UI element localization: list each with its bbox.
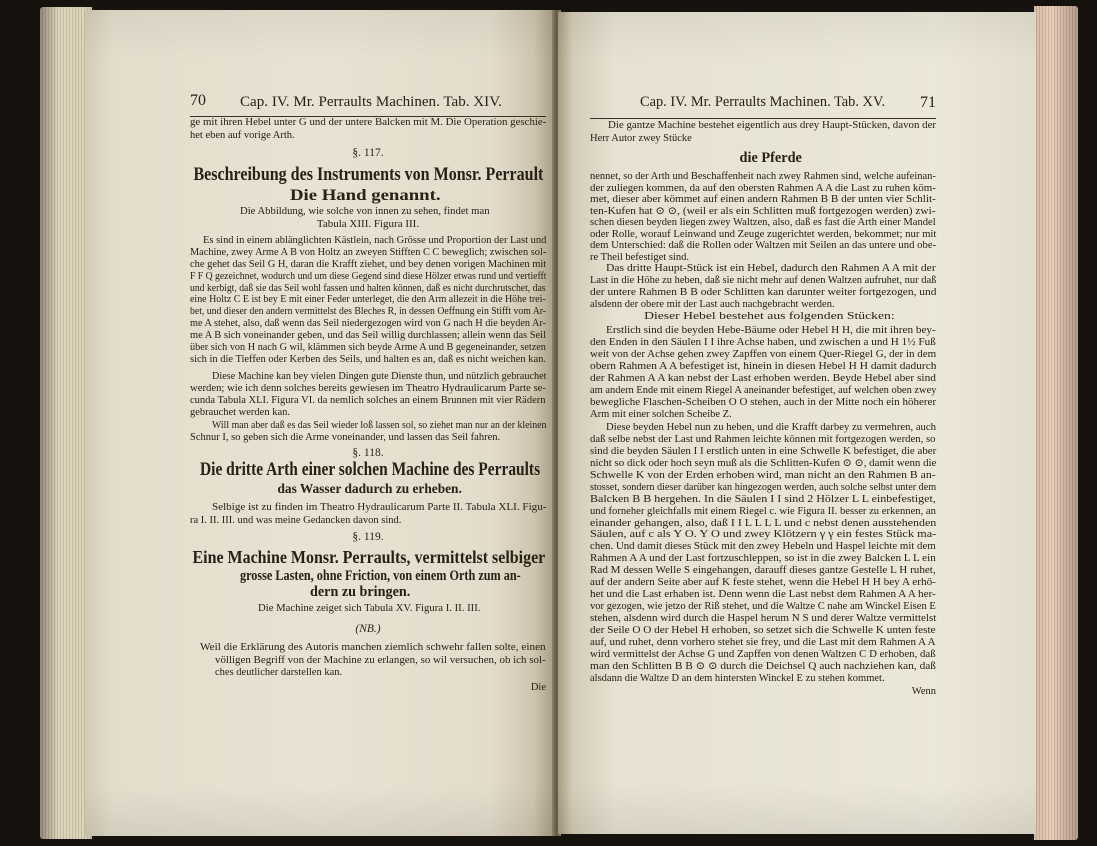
text-line <box>590 397 936 409</box>
text-line-content: ge mit ihren Hebel unter G und der untere Balcken mit M. Die Operation geschie- <box>190 117 547 128</box>
text-line <box>190 395 546 407</box>
text-line-content: che gehet das Seil G H, daran die Krafft ziehet, und bey denen vorigen Machinen mit <box>190 258 547 270</box>
text-line-content: alsdenn der obere mit der Last auch nachgebracht werden. <box>590 299 835 310</box>
left-page <box>85 10 557 836</box>
text-line-content: und forneher gleichfalls mit einem Riegel c. wie Figura II. besser zu erkennen, an <box>590 505 936 517</box>
text-line <box>258 602 480 615</box>
intro-paragraph <box>590 120 936 145</box>
text-line <box>190 283 546 295</box>
text-line <box>590 637 936 649</box>
text-line-content: ches deutlicher darstellen kan. <box>215 667 343 678</box>
text-line-content: wird vermittelst der Achse G und Zapffen von denen Waltzen C D erhoben, daß <box>590 648 936 660</box>
text-line <box>590 120 936 133</box>
text-line-content: bet, und dieser den andern vermittelst des Bleches R, in dessen Oeffnung ein Stifft vom Ar- <box>190 306 547 318</box>
text-line <box>590 263 936 275</box>
text-line <box>190 318 546 330</box>
text-line-content: het eben auf vorige Arth. <box>190 129 295 141</box>
text-line <box>590 337 936 349</box>
text-line-content: Rahmen A A und der Last fortzuschleppen, so ist in die zwey Balcken L L ein <box>590 553 936 565</box>
section-number <box>190 146 546 160</box>
text-line <box>590 673 936 685</box>
text-line <box>590 94 936 112</box>
text-line <box>190 655 546 668</box>
text-line <box>190 247 546 259</box>
section-title <box>193 163 543 186</box>
text-line <box>190 259 546 271</box>
text-line-content: stosset, sondern dieser darüber kan hingezogen werden, auch solche selbst unter dem <box>590 481 937 493</box>
text-line <box>590 275 936 287</box>
text-line <box>590 518 936 530</box>
text-line <box>590 458 936 470</box>
text-line <box>590 529 936 541</box>
text-line-content: werden; wie ich denn solches bereits gewiesen im Theatro Hydraulicarum Parte se- <box>190 383 546 394</box>
section-title <box>192 546 545 568</box>
figure-reference <box>258 602 480 615</box>
text-line-content: Die gantze Machine bestehet eigentlich aus drey Haupt-Stücken, davon der <box>608 120 937 131</box>
text-line-content: 70 <box>190 92 206 109</box>
text-line <box>590 613 936 625</box>
text-line <box>740 149 802 167</box>
text-line <box>590 206 936 218</box>
text-line-content: Die Abbildung, wie solche von innen zu sehen, findet man <box>240 205 490 217</box>
text-line <box>190 622 546 636</box>
text-line <box>193 163 543 186</box>
section-number <box>190 530 546 544</box>
text-line <box>190 642 546 655</box>
text-line <box>190 146 546 160</box>
text-line-content: §. 118. <box>352 447 384 459</box>
text-line <box>240 94 502 111</box>
text-line <box>190 354 546 366</box>
paragraph <box>590 263 936 311</box>
paragraph <box>190 235 546 366</box>
text-line-content: völligen Begriff von der Machine zu erlangen, so wil versuchen, ob ich sol- <box>215 654 546 666</box>
text-line-content: daß selbe nebst der Last und Rahmen leichte können mit fortgezogen werden, so <box>590 433 936 445</box>
text-line <box>192 546 545 568</box>
text-line-content: chen. Und damit dieses Stück mit den zwey Hebeln und Haspel leichte mit dem <box>590 541 936 553</box>
text-line <box>590 373 936 385</box>
text-line-content: met, dieser aber kömmet auf einen andern Rahmen B B der unten vier Schlit- <box>590 194 936 205</box>
text-line <box>590 470 936 482</box>
text-line <box>590 434 936 446</box>
text-line <box>590 565 936 577</box>
figure-reference <box>190 218 546 231</box>
text-line <box>590 577 936 589</box>
text-line-content: Weil die Erklärung des Autoris manchen ziemlich schwehr fallen solte, einen <box>200 642 546 653</box>
text-line <box>590 661 936 673</box>
text-line-content: Das dritte Haupt-Stück ist ein Hebel, dadurch den Rahmen A A mit der <box>606 263 936 274</box>
text-line-content: der Seile O O der Hebel H erhoben, so setzet sich die Schwelle K unten feste <box>590 624 936 636</box>
paragraph <box>590 325 936 421</box>
paragraph <box>190 371 546 419</box>
text-line <box>190 383 546 395</box>
text-line <box>590 252 936 264</box>
text-line <box>190 371 546 383</box>
text-line <box>590 183 936 195</box>
text-line <box>590 229 936 241</box>
text-line-content: Last in die Höhe zu heben, daß sie nicht mehr auf denen Waltzen aufruhet, nur daß <box>590 275 937 286</box>
text-line-content: ra I. II. III. und was meine Gedancken davon sind. <box>190 514 402 526</box>
text-line-content: het und die Last erhaben ist. Denn wenn die Last nebst dem Rahmen A A her- <box>590 589 936 601</box>
text-line <box>190 515 546 528</box>
intro-paragraph <box>190 117 546 142</box>
text-line <box>590 625 936 637</box>
text-line-content: Selbige ist zu finden im Theatro Hydraulicarum Parte II. Tabula XLI. Figu- <box>212 502 547 513</box>
text-line <box>190 667 546 680</box>
text-line-content: cunda Tabula XLI. Figura VI. da nemlich solches an einem Brunnen mit vier Rädern <box>190 395 546 406</box>
right-page <box>558 12 1036 834</box>
header-rule <box>590 118 936 119</box>
text-line <box>190 432 546 444</box>
section-subtitle <box>278 481 462 499</box>
text-line-content: dern zu bringen. <box>309 584 411 600</box>
text-line-content: Dieser Hebel bestehet aus folgenden Stücken: <box>643 311 895 322</box>
text-line <box>590 649 936 661</box>
running-head <box>240 94 502 111</box>
text-line-content: Es sind in einem ablänglichten Kästlein, nach Grösse und Proportion der Last und <box>203 235 547 246</box>
text-line <box>590 553 936 565</box>
text-line <box>190 218 546 231</box>
text-line <box>190 530 546 544</box>
text-line-content: dem Unterschied: daß die Rollen oder Waltzen mit Seilen an das untere und obe- <box>590 240 937 251</box>
text-line <box>190 294 546 306</box>
text-line <box>190 117 546 130</box>
text-line-content: ten-Kufen hat ⊙ ⊙, (weil er als ein Schlitten muß fortgezogen werden) zwi- <box>590 205 936 217</box>
figure-reference <box>240 205 490 218</box>
text-line-content: die Pferde <box>739 150 803 166</box>
text-line-content: Will man aber daß es das Seil wieder loß lassen sol, so ziehet man nur an der kleinen <box>212 420 547 431</box>
text-line-content: der untere Rahmen B B oder Schlitten kan darunter weiter fortgezogen, und <box>590 287 937 298</box>
text-line <box>190 130 546 143</box>
text-line-content: weit von der Achse gehen zwey Zapffen von einem Quer-Riegel G, der in dem <box>590 349 937 360</box>
text-line <box>590 133 936 146</box>
text-line-content: sind die beyden Säulen I I erstlich unten in eine Schwelle K befestiget, die aber <box>590 445 937 457</box>
text-line-content: der zuliegen kommen, da auf den obersten Rahmen A A die Last zu ruhen köm- <box>590 182 936 194</box>
text-line <box>590 409 936 421</box>
text-line-content: Die Hand genannt. <box>289 187 441 204</box>
text-line <box>640 311 898 323</box>
text-line <box>590 385 936 397</box>
text-line-content: grosse Lasten, ohne Friction, von einem Orth zum an- <box>240 568 521 584</box>
text-line-content: Erstlich sind die beyden Hebe-Bäume oder Hebel H H, die mit ihren bey- <box>606 325 936 336</box>
text-line-content: Die Machine zeiget sich Tabula XV. Figura I. II. III. <box>257 603 481 614</box>
text-line <box>190 420 546 432</box>
text-line-content: Cap. IV. Mr. Perraults Machinen. Tab. XIV. <box>240 94 502 110</box>
text-line-content: nicht so dick oder hoch seyn muß als die Schlitten-Kufen ⊙ ⊙, damit wenn die <box>590 457 937 469</box>
text-line-content: auf, und ruhet, denn vorhero stehet sie frey, und die Last mit dem Rahmen A A <box>590 636 936 648</box>
text-line-content: alsdann die Waltze D an dem hintersten Winckel E zu stehen kommet. <box>590 672 885 684</box>
text-line-content: Arm mit einer solchen Scheibe Z. <box>590 409 732 420</box>
text-line-content: Diese Machine kan bey vielen Dingen gute Dienste thun, und nützlich gebrauchet <box>212 371 547 382</box>
text-line <box>590 482 936 494</box>
text-line-content: vor gezogen, wie jetzo der Riß stehet, und die Waltze C nahe am Winckel Eisen E <box>590 601 936 613</box>
subheading <box>740 149 802 167</box>
text-line <box>190 330 546 342</box>
text-line-content: Säulen, auf c als Y O. Y O und zwey Klötzern γ γ ein festes Stück ma- <box>590 529 937 541</box>
text-line-content: 71 <box>920 94 936 111</box>
paragraph <box>190 420 546 444</box>
text-line <box>590 194 936 206</box>
text-line-content: Eine Machine Monsr. Perraults, vermittelst selbiger <box>192 547 545 567</box>
text-line <box>200 458 540 481</box>
text-line <box>190 235 546 247</box>
text-line-content: Herr Autor zwey Stücke <box>590 132 692 144</box>
text-line-content: Beschreibung des Instruments von Monsr. Perrault <box>193 164 543 185</box>
paragraph <box>590 171 936 263</box>
text-line <box>590 299 936 311</box>
text-line-content: stehen, alsdenn wird durch die Haspel herum N S und derer Waltze vermittelst <box>590 613 937 624</box>
text-line <box>290 186 440 205</box>
note-mark <box>190 622 546 636</box>
text-line-content: (NB.) <box>355 623 381 635</box>
text-line-content: Balcken B B hergehen. In die Säulen I I sind 2 Hölzer L L einbefestiget, <box>590 493 936 505</box>
text-line-content: und kerbigt, daß sie das Seil wohl fassen und halten können, daß es nicht durchrutschet, das <box>190 282 546 294</box>
text-line <box>190 92 230 110</box>
text-line <box>590 601 936 613</box>
text-line-content: me A stehet, also, daß wenn das Seil niedergezogen wird von G nach H die beyden Ar- <box>190 318 547 330</box>
list-intro <box>640 311 898 323</box>
paragraph <box>590 422 936 685</box>
page-number <box>590 94 936 112</box>
section-title <box>200 458 540 481</box>
text-line <box>590 494 936 506</box>
text-line <box>590 541 936 553</box>
text-line <box>590 422 936 434</box>
text-line <box>190 306 546 318</box>
text-line <box>590 240 936 252</box>
text-line-content: Die dritte Arth einer solchen Machine des Perraults <box>199 459 541 480</box>
text-line <box>590 589 936 601</box>
text-line-content: Schwelle K von der Erden erhoben wird, man nicht an den Rahmen B an- <box>590 469 936 481</box>
text-line-content: man den Schlitten B B ⊙ ⊙ durch die Deichsel Q auch nachziehen kan, daß <box>590 660 936 672</box>
text-line <box>190 407 546 419</box>
page-number <box>190 92 230 110</box>
text-line-content: oder Rolle, worauf Leinwand und Zeuge zugerichtet werden, bekommet; nur mit <box>590 228 937 240</box>
text-line <box>590 217 936 229</box>
text-line-content: den Enden in den Säulen I I ihre Achse haben, und zwischen a und H 1½ Fuß <box>590 337 936 348</box>
text-line-content: eine Holtz C E ist bey E mit einer Feder unterleget, die den Arm allezeit in die Höhe trei- <box>190 294 546 306</box>
text-line-content: gebrauchet werden kan. <box>190 407 290 418</box>
paragraph <box>190 502 546 527</box>
text-line <box>590 506 936 518</box>
text-line <box>278 481 462 499</box>
text-line-content: der Rahmen A A kan nebst der Last erhoben werden. Beyde Hebel aber sind <box>590 373 936 384</box>
text-line-content: Schnur I, so geben sich die Arme voneinander, und lassen das Seil fahren. <box>190 432 501 443</box>
text-line-content: Machine, zwey Arme A B von Holtz an zweyen Stifften C C beweglich; zwischen sol- <box>190 246 547 258</box>
text-line-content: einander gehangen, also, daß I I L L L L und c nebst denen ausstehenden <box>590 517 937 529</box>
section-title <box>310 583 410 602</box>
text-line-content: Die <box>530 682 546 693</box>
text-line-content: über sich von H nach G wil, klämmen sich beyde Arme A und B gegeneinander, setzen <box>190 342 546 354</box>
text-line <box>190 342 546 354</box>
section-subtitle <box>290 186 440 205</box>
text-line-content: das Wasser dadurch zu erheben. <box>277 482 463 497</box>
right-page-edges <box>1034 6 1078 840</box>
text-line <box>190 502 546 515</box>
text-line <box>310 583 410 602</box>
text-line <box>190 271 546 283</box>
text-line-content: re Theil befestiget sind. <box>590 251 689 263</box>
text-line <box>590 325 936 337</box>
text-line <box>240 205 490 218</box>
text-line <box>590 349 936 361</box>
text-line-content: Tabula XIII. Figura III. <box>316 218 420 230</box>
text-line <box>590 361 936 373</box>
catchword <box>190 681 546 694</box>
text-line-content: bewegliche Flaschen-Scheiben O O stehen, auch in der Mitte noch ein höherer <box>590 397 937 408</box>
text-line <box>590 287 936 299</box>
text-line-content: nennet, so der Arth und Beschaffenheit nach zwey Rahmen sind, welche aufeinan- <box>590 171 936 182</box>
text-line-content: §. 117. <box>352 147 384 159</box>
text-line <box>590 446 936 458</box>
text-line-content: Rad M dessen Welle S eingehangen, darauff dieses gantze Gestelle L H ruhet, <box>590 565 936 577</box>
catchword <box>590 685 936 698</box>
text-line <box>590 685 936 698</box>
text-line <box>590 171 936 183</box>
text-line-content: am andern Ende mit einem Riegel A aneinander befestiget, auf welchen oben zwey <box>590 385 937 396</box>
text-line-content: §. 119. <box>352 531 384 543</box>
text-line-content: Wenn <box>911 686 936 697</box>
text-line <box>190 681 546 694</box>
text-line-content: F F Q gezeichnet, wodurch und um diese Gegend sind diese Hölzer etwas rund und vertiefft <box>190 270 547 282</box>
text-line-content: Diese beyden Hebel nun zu heben, und die Krafft darbey zu vermehren, auch <box>606 422 937 433</box>
text-line-content: schen diesen beyden liegen zwey Waltzen, also, daß es fast die Arth einer Mandel <box>590 217 936 228</box>
text-line-content: Cap. IV. Mr. Perraults Machinen. Tab. XV. <box>639 94 886 110</box>
text-line-content: obern Rahmen A A befestiget ist, hinein in diesen Hebel H H damit dadurch <box>590 361 937 372</box>
text-line-content: me A B sich voneinander geben, und das Seil willig durchlassen; allein wenn das Seil <box>190 330 546 342</box>
text-line-content: auf der andern Seite aber auf K feste stehet, wenn die Hebel H H bey A erhö- <box>590 577 936 589</box>
paragraph <box>190 642 546 680</box>
text-line-content: sich in die Tieffen oder Kerben des Seils, und halten es an, daß es nicht weichen kan. <box>190 353 547 365</box>
